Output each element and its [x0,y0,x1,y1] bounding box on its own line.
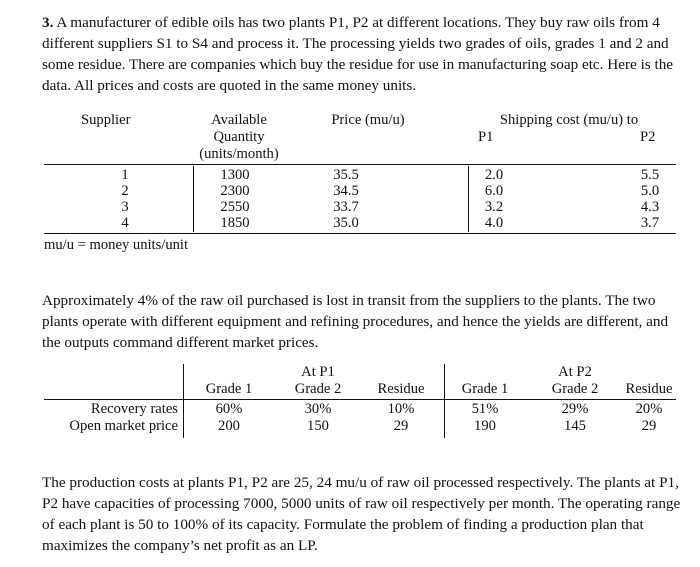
header-price: Price (mu/u) [331,112,405,128]
col-header: Grade 2 [551,381,599,397]
header-at-p1: At P1 [301,364,335,380]
price-cell: 190 [474,418,496,434]
supplier-column [110,167,140,231]
col-header: Grade 2 [294,381,342,397]
plant-table-mid-rule [444,364,445,438]
col-header: Grade 1 [461,381,509,397]
supplier-table-rule [44,164,676,165]
supplier-table-bottom-rule [44,233,676,234]
supplier-cell: 1 [121,167,129,183]
header-supplier: Supplier [81,112,131,128]
row-label-price: Open market price [69,418,178,434]
price-cell: 29 [641,418,657,434]
intro-paragraph [42,12,682,96]
price-cell: 34.5 [333,183,359,199]
header-available-1: Available [211,112,267,128]
units-footnote: mu/u = money units/unit [44,237,189,253]
header-at-p2: At P2 [558,364,592,380]
recovery-cell: 30% [304,401,332,417]
header-shipping-p1: P1 [478,129,494,145]
recovery-cell: 51% [471,401,499,417]
supplier-divider [193,166,194,232]
header-shipping-p2: P2 [640,129,656,145]
ship-p2-cell: 5.5 [640,167,660,183]
price-column [316,167,376,231]
col-header: Residue [377,381,425,397]
ship-p1-cell: 3.2 [484,199,504,215]
recovery-cell: 20% [635,401,663,417]
supplier-cell: 4 [121,215,129,231]
header-shipping: Shipping cost (mu/u) to [499,112,639,128]
price-cell: 33.7 [333,199,359,215]
ship-p2-cell: 3.7 [640,215,660,231]
recovery-cell: 29% [561,401,589,417]
header-available-2: Quantity [213,129,265,145]
transit-loss-paragraph: Approximately 4% of the raw oil purchased is lost in transit from the suppliers to the plants. The two plants operate with different equipment and refining procedures, and hence the yields are different, and the outputs command different market prices. [42,292,669,351]
col-header: Grade 1 [205,381,253,397]
price-cell: 29 [393,418,409,434]
production-paragraph: The production costs at plants P1, P2 are 25, 24 mu/u of raw oil processed respectively. The plants at P1, P2 have capacities of processing 7000, 5000 units of raw oil respectively per month. The operating range of each plant is 50 to 100% of its capacity. Formulate the problem of finding a production plan that maximizes the company’s net profit as an LP. [42,474,681,554]
price-cell: 145 [564,418,586,434]
quantity-cell: 2300 [220,183,250,199]
supplier-cell: 3 [121,199,129,215]
price-cell: 35.0 [333,215,359,231]
ship-p1-cell: 4.0 [484,215,504,231]
price-cell: 150 [307,418,329,434]
plant-table-rule [44,399,676,400]
ship-p2-cell: 5.0 [640,183,660,199]
row-label-recovery: Recovery rates [90,401,178,417]
quantity-cell: 1300 [220,167,250,183]
ship-p1-column [474,167,514,231]
quantity-cell: 1850 [220,215,250,231]
quantity-cell: 2550 [220,199,250,215]
ship-p1-cell: 6.0 [484,183,504,199]
quantity-column [200,167,270,231]
problem-number: 3. [42,14,54,31]
recovery-cell: 10% [387,401,415,417]
header-available-3: (units/month) [199,146,279,162]
plant-table-left-rule [183,364,184,438]
recovery-cell: 60% [215,401,243,417]
ship-p2-column [630,167,670,231]
price-divider [468,166,469,232]
supplier-cell: 2 [121,183,129,199]
price-cell: 200 [218,418,240,434]
col-header: Residue [625,381,673,397]
ship-p2-cell: 4.3 [640,199,660,215]
ship-p1-cell: 2.0 [484,167,504,183]
intro-text: A manufacturer of edible oils has two plants P1, P2 at different locations. They buy raw oils from 4 different suppliers S1 to S4 and process it. The processing yields two grades of oils, grades 1 and 2 and some residue. There are companies which buy the residue for use in manufacturing soap etc. Here is the data. All prices and costs are quoted in the same money units. [42,14,674,94]
price-cell: 35.5 [333,167,359,183]
